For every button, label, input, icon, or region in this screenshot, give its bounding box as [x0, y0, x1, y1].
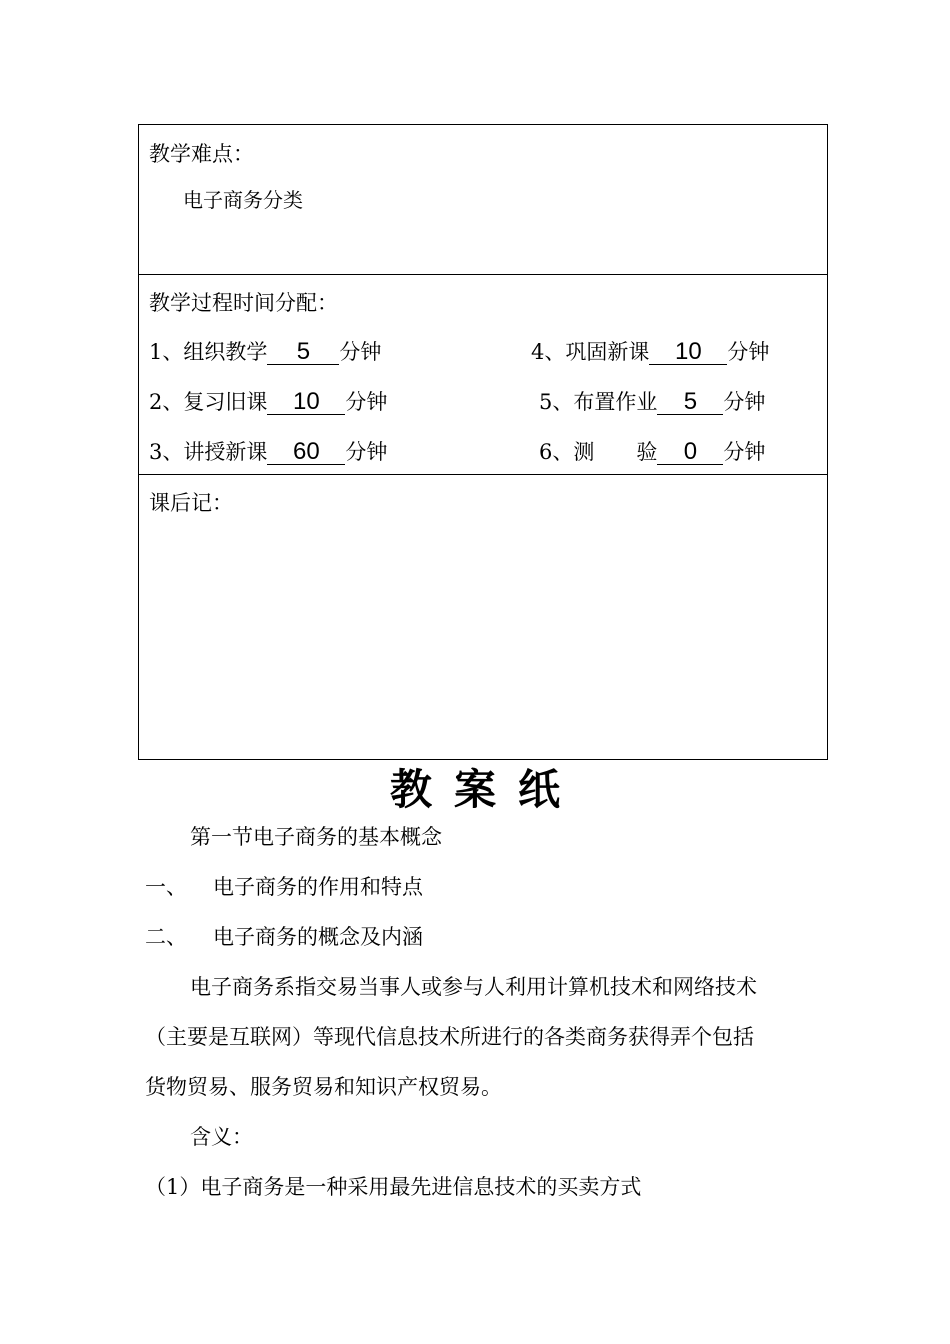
time-item-label: 5、布置作业: [539, 390, 658, 414]
minutes-value: 5: [267, 340, 339, 365]
time-item-label: 1、组织教学: [149, 340, 268, 364]
list-item: [145, 874, 423, 900]
difficulty-row: [139, 125, 827, 275]
lesson-plan-table: [138, 124, 828, 760]
minutes-unit: 分钟: [345, 390, 388, 414]
minutes-value: 10: [267, 390, 345, 415]
time-item-homework: [539, 389, 765, 415]
meaning-label: 含义：: [190, 1125, 253, 1149]
time-item-consolidate: [531, 339, 769, 365]
minutes-unit: 分钟: [339, 340, 382, 364]
list-item-number: 一、: [145, 875, 187, 899]
list-item-number: 二、: [145, 925, 187, 949]
time-allocation-row: [139, 275, 827, 475]
time-item-organize: [149, 339, 381, 365]
minutes-value: 10: [649, 340, 727, 365]
notes-row: [139, 475, 827, 759]
definition-line: （主要是互联网）等现代信息技术所进行的各类商务获得弄个包括: [145, 1025, 754, 1049]
time-allocation-label: 教学过程时间分配：: [149, 291, 338, 315]
minutes-unit: 分钟: [345, 440, 388, 464]
time-item-label: 6、测 验: [539, 440, 658, 464]
time-item-quiz: [539, 439, 765, 465]
definition-line: 电子商务系指交易当事人或参与人利用计算机技术和网络技术: [190, 975, 757, 999]
minutes-unit: 分钟: [723, 440, 766, 464]
minutes-value: 5: [657, 390, 723, 415]
list-item-text: 电子商务的概念及内涵: [213, 925, 423, 949]
minutes-value: 60: [267, 440, 345, 465]
minutes-unit: 分钟: [727, 340, 770, 364]
page-title: 教案纸: [389, 765, 582, 814]
time-item-label: 4、巩固新课: [531, 340, 650, 364]
time-item-label: 2、复习旧课: [149, 390, 268, 414]
minutes-unit: 分钟: [723, 390, 766, 414]
definition-line: 货物贸易、服务贸易和知识产权贸易。: [145, 1075, 502, 1099]
section-title: 第一节电子商务的基本概念: [190, 825, 442, 849]
time-item-label: 3、讲授新课: [149, 440, 268, 464]
difficulty-label: 教学难点：: [149, 142, 254, 166]
list-item: [145, 924, 423, 950]
list-item-text: 电子商务的作用和特点: [213, 875, 423, 899]
difficulty-content: 电子商务分类: [183, 188, 303, 212]
meaning-item: （1）电子商务是一种采用最先进信息技术的买卖方式: [145, 1175, 642, 1199]
time-item-teach: [149, 439, 387, 465]
notes-label: 课后记：: [149, 491, 233, 515]
time-item-review: [149, 389, 387, 415]
minutes-value: 0: [657, 440, 723, 465]
